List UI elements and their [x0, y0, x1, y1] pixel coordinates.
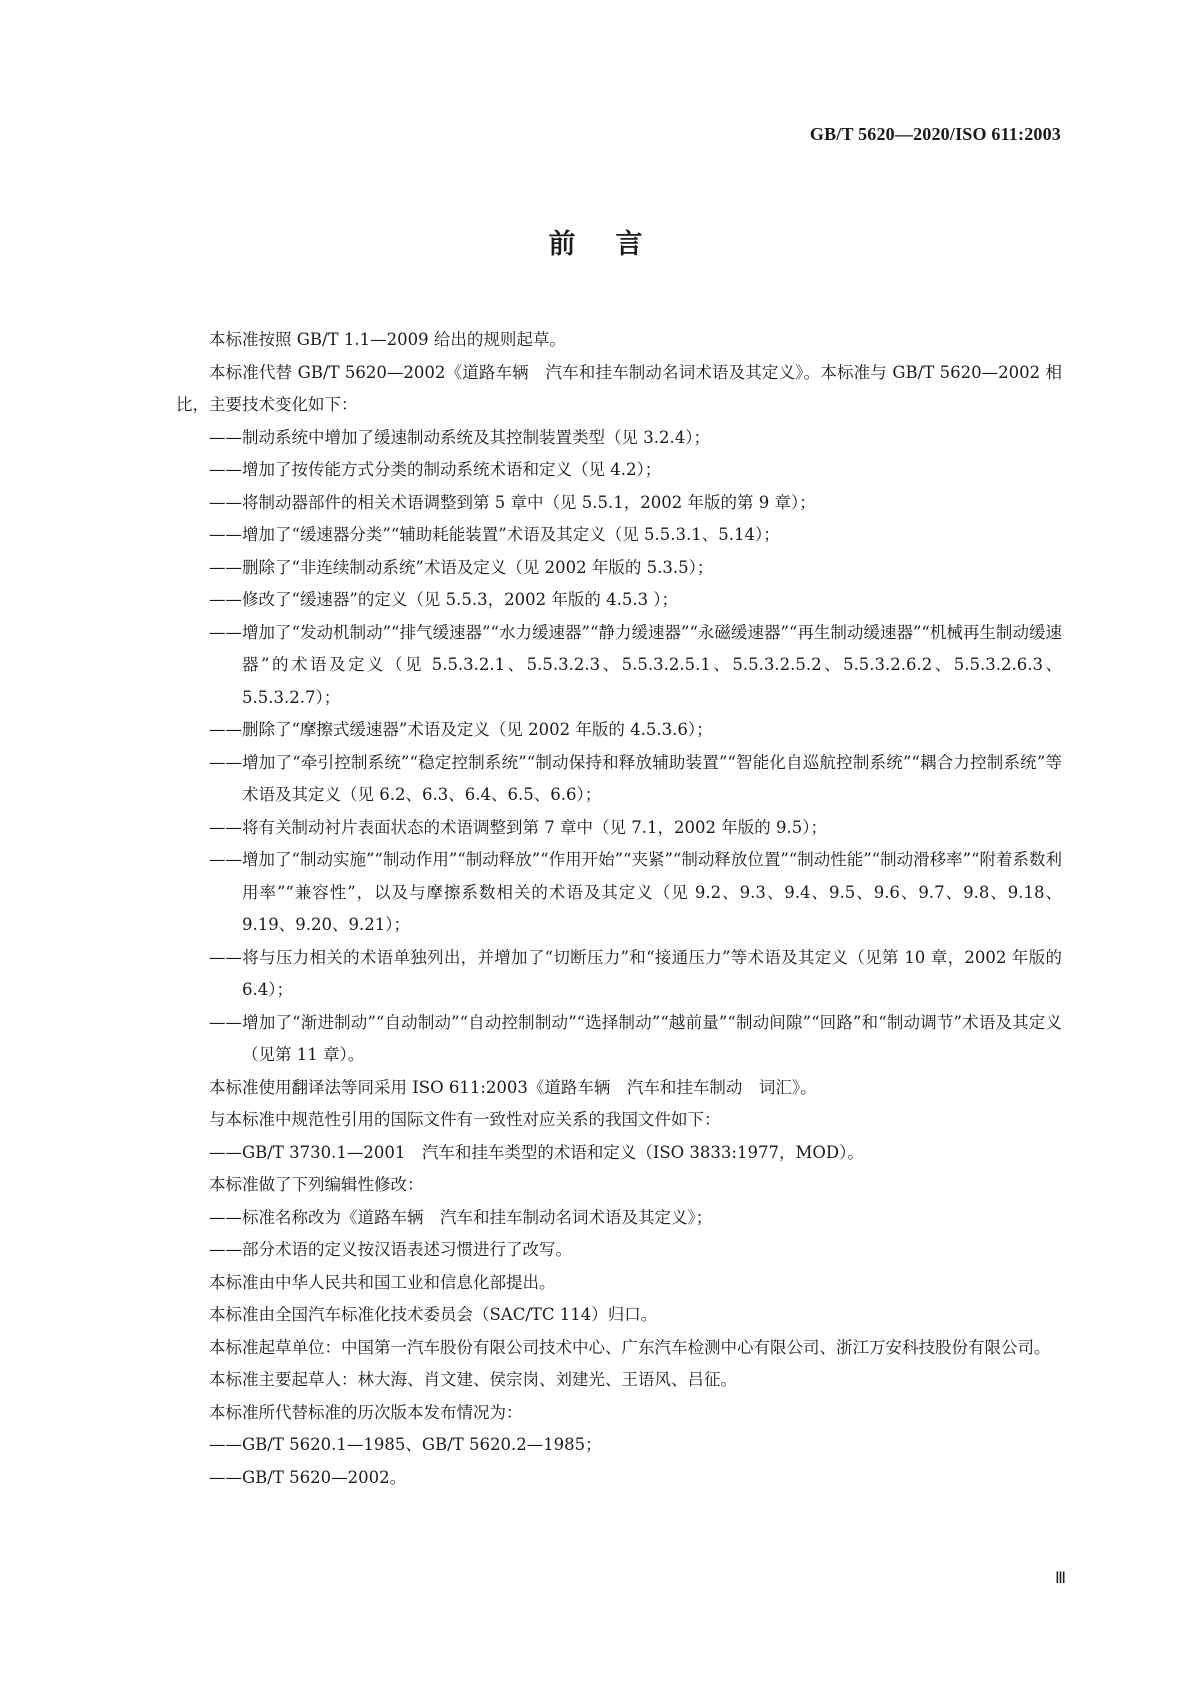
- list-item: ——将有关制动衬片表面状态的术语调整到第 7 章中（见 7.1，2002 年版的 9.5）；: [209, 817, 827, 837]
- list-item: ——增加了按传能方式分类的制动系统术语和定义（见 4.2）；: [209, 460, 662, 479]
- list-item: ——增加了“发动机制动”“排气缓速器”“水力缓速器”“静力缓速器”“永磁缓速器”“再生制动缓速器”“机械再生制动缓速器”的术语及定义（见 5.5.3.2.1、5.5.3.2.3、5.5.3.2.5.1、5.5.3.2.5.2、5.5.3.2.6.2、5.5.3.2.6.3、5.5.3.2.7）；: [209, 622, 1062, 707]
- list-item: ——删除了“非连续制动系统”术语及定义（见 2002 年版的 5.3.5）；: [209, 557, 714, 577]
- paragraph: 本标准由全国汽车标准化技术委员会（SAC/TC 114）归口。: [209, 1305, 658, 1324]
- paragraph: 本标准起草单位：中国第一汽车股份有限公司技术中心、广东汽车检测中心有限公司、浙江万安科技股份有限公司。: [209, 1337, 1051, 1357]
- paragraph: 本标准做了下列编辑性修改：: [209, 1175, 424, 1194]
- paragraph: 本标准使用翻译法等同采用 ISO 611:2003《道路车辆 汽车和挂车制动 词汇》。: [209, 1077, 817, 1097]
- list-item: ——增加了“牵引控制系统”“稳定控制系统”“制动保持和释放辅助装置”“智能化自巡航控制系统”“耦合力控制系统”等术语及其定义（见 6.2、6.3、6.4、6.5、6.6）；: [209, 752, 1062, 804]
- list-item: ——标准名称改为《道路车辆 汽车和挂车制动名词术语及其定义》；: [209, 1207, 713, 1227]
- list-item: ——增加了“制动实施”“制动作用”“制动释放”“作用开始”“夹紧”“制动释放位置”“制动性能”“制动滑移率”“附着系数利用率”“兼容性”，以及与摩擦系数相关的术语及其定义（见 9.2、9.3、9.4、9.5、9.6、9.7、9.8、9.18、9.19、9.20、9.21）；: [209, 850, 1062, 934]
- paragraph: 本标准主要起草人：林大海、肖文建、侯宗岗、刘建光、王语风、吕征。: [209, 1370, 737, 1389]
- list-item: ——将制动器部件的相关术语调整到第 5 章中（见 5.5.1，2002 年版的第 9 章）；: [209, 492, 816, 512]
- list-item: ——增加了“缓速器分类”“辅助耗能装置”术语及其定义（见 5.5.3.1、5.14）；: [209, 525, 780, 544]
- list-item: ——GB/T 5620.1—1985、GB/T 5620.2—1985；: [209, 1435, 602, 1454]
- page-number: Ⅲ: [1054, 1570, 1066, 1587]
- paragraph: 本标准所代替标准的历次版本发布情况为：: [209, 1402, 523, 1422]
- list-item: ——增加了“渐进制动”“自动制动”“自动控制制动”“选择制动”“越前量”“制动间隙”“回路”和“制动调节”术语及其定义（见第 11 章）。: [209, 1012, 1062, 1064]
- foreword-body: [176, 324, 1062, 1494]
- list-item: ——修改了“缓速器”的定义（见 5.5.3，2002 年版的 4.5.3 ）；: [209, 590, 679, 609]
- paragraph: 本标准代替 GB/T 5620—2002《道路车辆 汽车和挂车制动名词术语及其定义》。本标准与 GB/T 5620—2002 相比，主要技术变化如下：: [176, 362, 1062, 414]
- list-item: ——删除了“摩擦式缓速器”术语及定义（见 2002 年版的 4.5.3.6）；: [209, 720, 713, 739]
- paragraph: 本标准按照 GB/T 1.1—2009 给出的规则起草。: [209, 330, 566, 349]
- list-item: ——制动系统中增加了缓速制动系统及其控制装置类型（见 3.2.4）；: [209, 427, 710, 447]
- list-item: ——部分术语的定义按汉语表述习惯进行了改写。: [209, 1240, 572, 1259]
- list-item: ——GB/T 5620—2002。: [209, 1467, 407, 1487]
- list-item: ——GB/T 3730.1—2001 汽车和挂车类型的术语和定义（ISO 3833:1977，MOD）。: [209, 1142, 864, 1162]
- paragraph: 与本标准中规范性引用的国际文件有一致性对应关系的我国文件如下：: [209, 1110, 721, 1129]
- standard-code: GB/T 5620—2020/ISO 611:2003: [809, 124, 1061, 144]
- list-item: ——将与压力相关的术语单独列出，并增加了“切断压力”和“接通压力”等术语及其定义（见第 10 章，2002 年版的 6.4）；: [209, 947, 1062, 999]
- paragraph: 本标准由中华人民共和国工业和信息化部提出。: [209, 1272, 556, 1292]
- page-title: 前言: [548, 229, 683, 260]
